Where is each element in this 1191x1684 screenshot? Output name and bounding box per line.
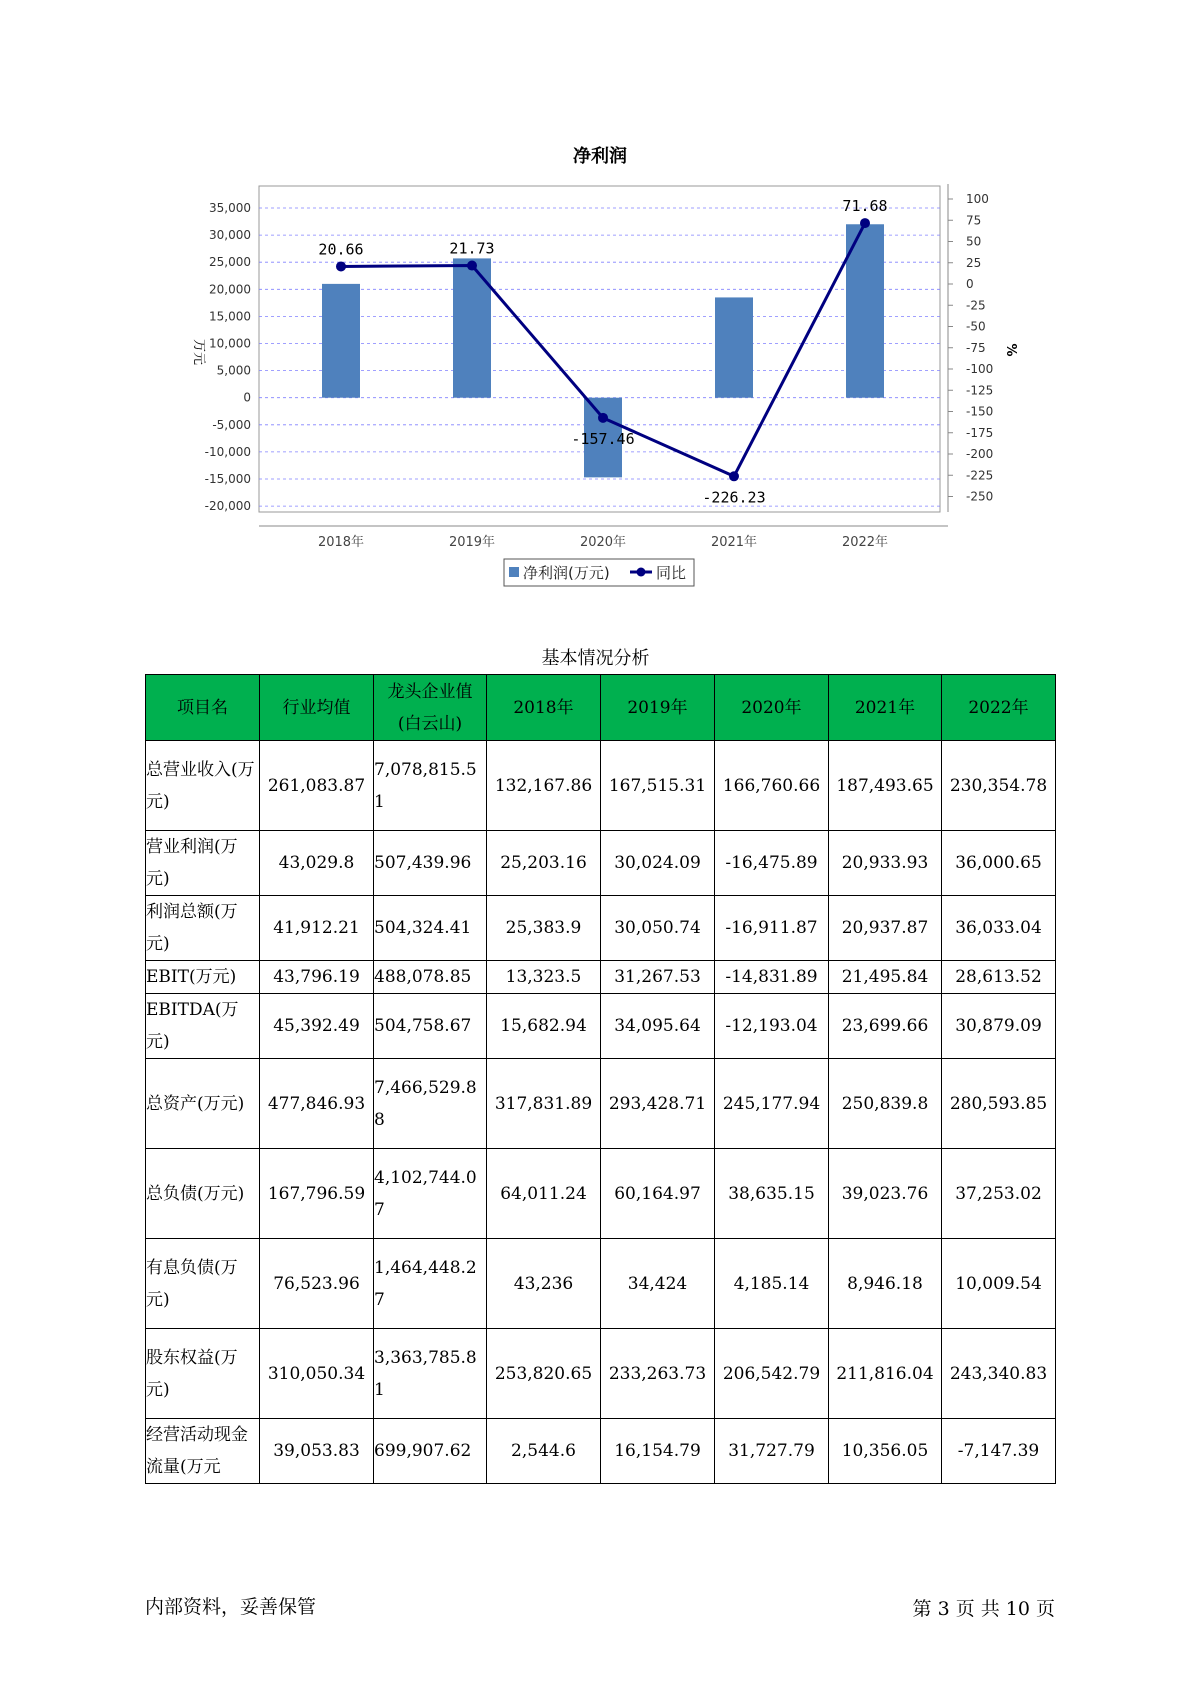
y-tick-right: -200 (966, 447, 994, 461)
table-cell: -16,911.87 (715, 896, 829, 961)
table-cell: 45,392.49 (260, 994, 374, 1059)
header-2018: 2018年 (487, 675, 601, 741)
table-cell: 507,439.96 (374, 831, 487, 896)
basic-analysis-table (145, 674, 1056, 1484)
table-cell: 43,796.19 (260, 961, 374, 994)
y-tick-right: 0 (966, 277, 974, 291)
legend-swatch-point (637, 568, 646, 577)
table-cell: 245,177.94 (715, 1059, 829, 1149)
table-cell: 20,937.87 (829, 896, 942, 961)
table-cell: 41,912.21 (260, 896, 374, 961)
table-cell: 8,946.18 (829, 1239, 942, 1329)
table-cell: 1,464,448.27 (374, 1239, 487, 1329)
table-cell: 317,831.89 (487, 1059, 601, 1149)
header-leader-value: 龙头企业值 (白云山) (374, 675, 487, 741)
table-row (146, 1419, 1056, 1484)
table-row (146, 961, 1056, 994)
x-tick-label: 2019年 (448, 535, 496, 550)
table-cell: 25,203.16 (487, 831, 601, 896)
table-cell: 206,542.79 (715, 1329, 829, 1419)
table-cell: 31,727.79 (715, 1419, 829, 1484)
yoy-data-label: 20.66 (318, 240, 364, 259)
table-row (146, 1329, 1056, 1419)
table-cell: 3,363,785.81 (374, 1329, 487, 1419)
table-cell: 504,324.41 (374, 896, 487, 961)
header-2022: 2022年 (942, 675, 1056, 741)
table-cell: 34,095.64 (601, 994, 715, 1059)
x-tick-label: 2018年 (317, 535, 365, 550)
table-cell: 10,356.05 (829, 1419, 942, 1484)
row-label: 总负债(万元) (146, 1149, 260, 1239)
table-cell: 13,323.5 (487, 961, 601, 994)
yoy-point (729, 471, 739, 481)
y-tick-left: -20,000 (204, 499, 251, 514)
table-cell: 20,933.93 (829, 831, 942, 896)
bar (715, 297, 753, 397)
table-title: 基本情况分析 (541, 648, 650, 669)
table-cell: 211,816.04 (829, 1329, 942, 1419)
table-cell: 10,009.54 (942, 1239, 1056, 1329)
row-label: 利润总额(万元) (146, 896, 260, 961)
table-cell: 60,164.97 (601, 1149, 715, 1239)
table-cell: 280,593.85 (942, 1059, 1056, 1149)
legend-swatch-bar (509, 567, 519, 577)
table-cell: 250,839.8 (829, 1059, 942, 1149)
table-cell: 30,879.09 (942, 994, 1056, 1059)
table-cell: 699,907.62 (374, 1419, 487, 1484)
row-label: 股东权益(万元) (146, 1329, 260, 1419)
bar (322, 284, 360, 398)
chart-title: 净利润 (573, 146, 627, 167)
header-2020: 2020年 (715, 675, 829, 741)
table-cell: 310,050.34 (260, 1329, 374, 1419)
y-tick-left: 35,000 (209, 201, 251, 215)
table-cell: 293,428.71 (601, 1059, 715, 1149)
y-tick-left: 25,000 (209, 255, 251, 270)
yoy-data-label: 71.68 (842, 197, 888, 216)
table-cell: 34,424 (601, 1239, 715, 1329)
row-label: 总营业收入(万元) (146, 741, 260, 831)
table-cell: 504,758.67 (374, 994, 487, 1059)
net-profit-chart (0, 0, 1191, 600)
table-cell: 15,682.94 (487, 994, 601, 1059)
table-cell: 37,253.02 (942, 1149, 1056, 1239)
legend-label-bar: 净利润(万元) (523, 564, 610, 582)
y-tick-left: 30,000 (209, 228, 251, 243)
row-label: EBIT(万元) (146, 961, 260, 994)
table-cell: 261,083.87 (260, 741, 374, 831)
y-tick-left: -5,000 (212, 417, 251, 432)
header-2021: 2021年 (829, 675, 942, 741)
table-cell: 76,523.96 (260, 1239, 374, 1329)
table-cell: 36,033.04 (942, 896, 1056, 961)
y-tick-left: 15,000 (209, 309, 251, 324)
table-cell: 28,613.52 (942, 961, 1056, 994)
header-2019: 2019年 (601, 675, 715, 741)
x-tick-label: 2020年 (579, 535, 627, 550)
y-axis-label-left: 万元 (191, 338, 206, 366)
table-cell: 31,267.53 (601, 961, 715, 994)
table-cell: 21,495.84 (829, 961, 942, 994)
table-cell: 16,154.79 (601, 1419, 715, 1484)
y-tick-right: 100 (966, 192, 989, 206)
table-row (146, 831, 1056, 896)
x-tick-label: 2021年 (710, 535, 758, 550)
table-cell: 30,024.09 (601, 831, 715, 896)
y-tick-left: -15,000 (204, 472, 251, 486)
table-row (146, 1149, 1056, 1239)
row-label: EBITDA(万元) (146, 994, 260, 1059)
table-cell: 30,050.74 (601, 896, 715, 961)
table-cell: 2,544.6 (487, 1419, 601, 1484)
y-tick-right: 75 (966, 213, 982, 228)
y-tick-left: 5,000 (216, 363, 251, 378)
y-tick-left: 0 (243, 390, 251, 405)
table-cell: 38,635.15 (715, 1149, 829, 1239)
yoy-point (336, 261, 346, 271)
y-tick-right: -75 (966, 340, 986, 355)
table-cell: 4,185.14 (715, 1239, 829, 1329)
y-tick-right: -125 (966, 383, 994, 398)
legend-label-line: 同比 (656, 564, 687, 582)
table-cell: -7,147.39 (942, 1419, 1056, 1484)
x-tick-label: 2022年 (841, 535, 889, 550)
y-tick-left: 20,000 (209, 282, 251, 297)
table-cell: 64,011.24 (487, 1149, 601, 1239)
table-cell: 7,078,815.51 (374, 741, 487, 831)
row-label: 总资产(万元) (146, 1059, 260, 1149)
chart-canvas (0, 0, 1191, 600)
y-tick-right: 25 (966, 255, 982, 270)
y-tick-right: -25 (966, 298, 986, 313)
table-cell: 43,029.8 (260, 831, 374, 896)
table-row (146, 994, 1056, 1059)
y-tick-right: -50 (966, 319, 986, 334)
table-cell: 187,493.65 (829, 741, 942, 831)
table-row (146, 1059, 1056, 1149)
row-label: 营业利润(万元) (146, 831, 260, 896)
table-cell: 7,466,529.88 (374, 1059, 487, 1149)
table-cell: 243,340.83 (942, 1329, 1056, 1419)
row-label: 经营活动现金流量(万元 (146, 1419, 260, 1484)
y-axis-label-right: % (1003, 343, 1018, 357)
table-cell: 39,023.76 (829, 1149, 942, 1239)
table-cell: 167,796.59 (260, 1149, 374, 1239)
y-tick-right: -225 (966, 468, 994, 483)
y-tick-left: 10,000 (209, 336, 251, 351)
table-cell: 23,699.66 (829, 994, 942, 1059)
y-tick-right: 50 (966, 234, 982, 249)
table-cell: 230,354.78 (942, 741, 1056, 831)
table-cell: 233,263.73 (601, 1329, 715, 1419)
header-item-name: 项目名 (146, 675, 260, 741)
table-header-row (146, 675, 1056, 741)
yoy-data-label: -157.46 (571, 429, 635, 448)
table-cell: 167,515.31 (601, 741, 715, 831)
table-cell: 39,053.83 (260, 1419, 374, 1484)
footer-confidential: 内部资料，妥善保管 (145, 1596, 317, 1618)
y-tick-right: -250 (966, 489, 994, 504)
table-cell: -12,193.04 (715, 994, 829, 1059)
header-industry-avg: 行业均值 (260, 675, 374, 741)
table-cell: 166,760.66 (715, 741, 829, 831)
table-cell: 488,078.85 (374, 961, 487, 994)
table-cell: 477,846.93 (260, 1059, 374, 1149)
table-cell: 36,000.65 (942, 831, 1056, 896)
yoy-point (467, 261, 477, 271)
table-cell: 25,383.9 (487, 896, 601, 961)
table-row (146, 1239, 1056, 1329)
table-cell: -14,831.89 (715, 961, 829, 994)
y-tick-left: -10,000 (204, 444, 251, 459)
y-tick-right: -175 (966, 425, 994, 440)
table-row (146, 741, 1056, 831)
y-tick-right: -100 (966, 362, 994, 376)
row-label: 有息负债(万元) (146, 1239, 260, 1329)
y-tick-right: -150 (966, 404, 994, 419)
table-cell: 253,820.65 (487, 1329, 601, 1419)
yoy-data-label: -226.23 (702, 488, 766, 507)
table-cell: -16,475.89 (715, 831, 829, 896)
yoy-data-label: 21.73 (449, 239, 495, 258)
footer-page-number: 第 3 页 共 10 页 (912, 1598, 1055, 1620)
table-cell: 132,167.86 (487, 741, 601, 831)
yoy-point (860, 218, 870, 228)
table-cell: 43,236 (487, 1239, 601, 1329)
yoy-point (598, 413, 608, 423)
table-cell: 4,102,744.07 (374, 1149, 487, 1239)
table-row (146, 896, 1056, 961)
